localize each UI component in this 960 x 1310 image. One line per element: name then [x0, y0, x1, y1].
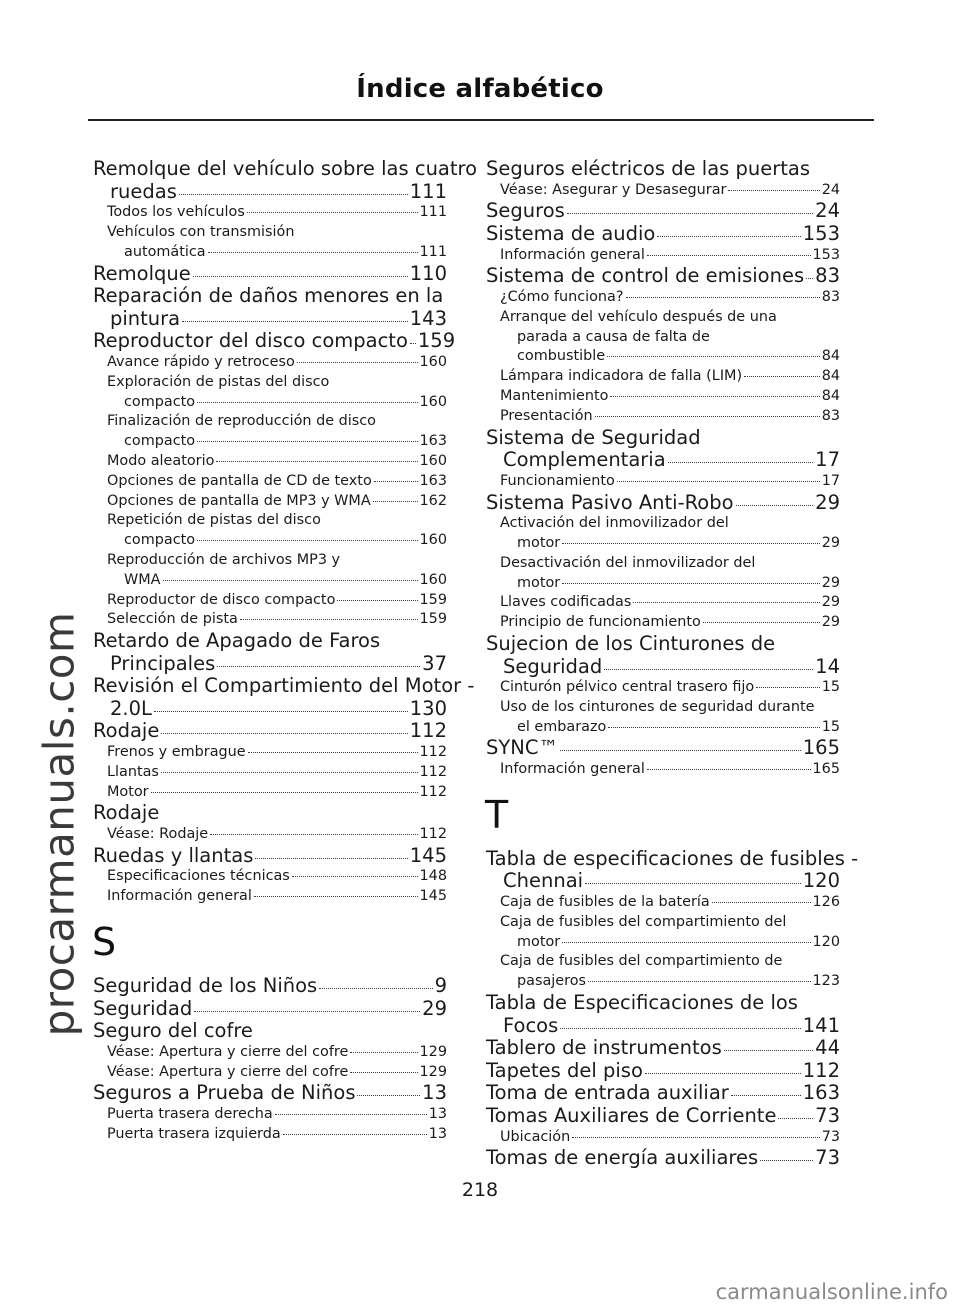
entry-text: combustible [517, 348, 606, 365]
entry-text: Focos [503, 1013, 559, 1037]
entry-text: Caja de fusibles del compartimiento del [500, 913, 787, 930]
entry-text: Ubicación [500, 1128, 571, 1145]
index-subentry [93, 610, 447, 630]
page-reference: 162 [419, 492, 447, 509]
page-reference: 111 [409, 179, 447, 203]
entry-text: Especificaciones técnicas [107, 868, 290, 885]
entry-text: Puerta trasera izquierda [107, 1125, 281, 1142]
page-reference: 163 [802, 1081, 840, 1105]
dot-leader [712, 902, 811, 903]
entry-text: motor [517, 574, 561, 591]
dot-leader [275, 1114, 427, 1115]
dot-leader [319, 988, 432, 989]
entry-text: Llantas [107, 763, 159, 780]
entry-text: Caja de fusibles de la batería [500, 894, 710, 911]
entry-text: Activación del inmovilizador del [500, 515, 729, 532]
page-reference: 13 [422, 1081, 447, 1105]
index-entry [486, 200, 840, 223]
page-reference: 145 [409, 843, 447, 867]
entry-text: Motor [107, 783, 149, 800]
entry-text: Seguro del cofre [93, 1019, 253, 1043]
index-entry [93, 802, 447, 825]
entry-text: motor [517, 534, 561, 551]
index-entry [93, 263, 447, 286]
page-reference: 24 [815, 199, 840, 223]
entry-text: Todos los vehículos [107, 204, 245, 221]
index-subentry [93, 551, 447, 591]
page-reference: 160 [419, 571, 447, 588]
entry-text: Reproductor del disco compacto [93, 329, 408, 353]
dot-leader [562, 583, 820, 584]
entry-text: Principales [110, 651, 216, 675]
index-entry [486, 1147, 840, 1170]
dot-leader [197, 402, 417, 403]
dot-leader [703, 622, 820, 623]
dot-leader [806, 278, 813, 279]
dot-leader [626, 297, 820, 298]
entry-text: ruedas [110, 179, 177, 203]
entry-text: Frenos y embrague [107, 744, 246, 761]
dot-leader [337, 600, 417, 601]
index-entry [93, 975, 447, 998]
dot-leader [410, 343, 416, 344]
entry-text: Rodaje [93, 719, 160, 743]
index-subentry [486, 613, 840, 633]
bottom-watermark: carmanualsonline.info [715, 1280, 948, 1304]
entry-text: compacto [124, 433, 196, 450]
page-reference: 163 [419, 472, 447, 489]
page-reference: 126 [812, 894, 840, 911]
entry-text: el embarazo [517, 718, 607, 735]
index-subentry [486, 472, 840, 492]
dot-leader [572, 1137, 819, 1138]
page-reference: 73 [815, 1104, 840, 1128]
entry-text: Selección de pista [107, 611, 238, 628]
index-subentry [486, 554, 840, 594]
page-reference: 112 [419, 744, 447, 761]
index-entry [486, 427, 840, 472]
entry-text: Tabla de Especificaciones de los [486, 991, 798, 1015]
index-entry [93, 285, 447, 330]
dot-leader [357, 1095, 420, 1096]
page-reference: 129 [419, 1063, 447, 1080]
page-title: Índice alfabético [356, 74, 604, 104]
page-reference: 24 [821, 181, 840, 198]
dot-leader [374, 481, 418, 482]
dot-leader [161, 733, 407, 734]
index-entry [93, 674, 475, 720]
index-subentry [486, 387, 840, 407]
page-reference: 123 [812, 973, 840, 990]
page-reference: 111 [419, 204, 447, 221]
entry-text: Sistema de audio [486, 221, 656, 245]
page-reference: 130 [409, 696, 447, 720]
dot-leader [350, 1072, 417, 1073]
index-column-right [485, 157, 859, 1170]
entry-text: Caja de fusibles del compartimiento de [500, 953, 783, 970]
dot-leader [731, 1095, 801, 1096]
dot-leader [210, 834, 417, 835]
entry-text: parada a causa de falta de [517, 328, 710, 345]
entry-text: Véase: Rodaje [107, 826, 209, 843]
dot-leader [567, 213, 813, 214]
entry-text: Reparación de daños menores en la [93, 284, 444, 308]
dot-leader [560, 750, 801, 751]
dot-leader [604, 669, 813, 670]
index-entry [486, 1060, 840, 1083]
entry-text: Véase: Asegurar y Desasegurar [500, 181, 727, 198]
entry-text: ¿Cómo funciona? [500, 288, 624, 305]
index-subentry [486, 952, 840, 992]
dot-leader [248, 752, 418, 753]
entry-text: Tabla de especificaciones de fusibles - [486, 846, 859, 870]
page-reference: 159 [417, 329, 456, 353]
entry-text: Véase: Apertura y cierre del cofre [107, 1063, 349, 1080]
index-subentry [93, 591, 447, 611]
entry-text: 2.0L [110, 696, 152, 720]
index-subentry [93, 743, 447, 763]
index-subentry [93, 373, 447, 413]
entry-text: Desactivación del inmovilizador del [500, 554, 756, 571]
entry-text: pintura [110, 306, 181, 330]
dot-leader [197, 540, 417, 541]
index-subentry [93, 867, 447, 887]
page-reference: 145 [419, 888, 447, 905]
page-reference: 112 [419, 783, 447, 800]
dot-leader [217, 666, 420, 667]
index-subentry [93, 783, 447, 803]
dot-leader [154, 711, 408, 712]
page-reference: 159 [419, 611, 447, 628]
page-reference: 44 [815, 1036, 840, 1060]
page-reference: 73 [821, 1128, 840, 1145]
index-entry [486, 265, 840, 288]
index-entry [486, 992, 840, 1037]
index-subentry [486, 698, 840, 738]
dot-leader [194, 1011, 420, 1012]
page-reference: 83 [821, 288, 840, 305]
page-reference: 83 [821, 407, 840, 424]
page-reference: 14 [815, 654, 840, 678]
index-subentry [93, 825, 447, 845]
dot-leader [778, 1118, 813, 1119]
index-subentry [93, 1105, 447, 1125]
entry-text: Sistema Pasivo Anti-Robo [486, 490, 734, 514]
index-subentry [93, 887, 447, 907]
dot-leader [292, 876, 418, 877]
entry-text: SYNC™ [486, 736, 558, 760]
entry-text: Seguridad de los Niños [93, 974, 318, 998]
index-entry [486, 492, 840, 515]
index-subentry [93, 1125, 447, 1145]
dot-leader [610, 396, 819, 397]
index-subentry [486, 308, 840, 367]
page-reference: 112 [419, 763, 447, 780]
page-reference: 160 [419, 393, 447, 410]
dot-leader [607, 356, 820, 357]
entry-text: automática [124, 243, 206, 260]
dot-leader [254, 896, 418, 897]
page-reference: 13 [428, 1106, 447, 1123]
dot-leader [668, 462, 814, 463]
page-reference: 165 [802, 736, 840, 760]
dot-leader [240, 619, 418, 620]
header-rule [88, 119, 874, 121]
dot-leader [182, 321, 408, 322]
page-reference: 15 [821, 679, 840, 696]
entry-text: Opciones de pantalla de MP3 y WMA [107, 492, 371, 509]
entry-text: Ruedas y llantas [93, 843, 254, 867]
index-subentry [486, 1128, 840, 1148]
dot-leader [617, 481, 820, 482]
page-reference: 29 [821, 614, 840, 631]
dot-leader [216, 461, 417, 462]
entry-text: Uso de los cinturones de seguridad durante [500, 698, 815, 715]
page-reference: 84 [821, 387, 840, 404]
entry-text: Remolque [93, 261, 191, 285]
index-subentry [93, 1043, 447, 1063]
entry-text: pasajeros [517, 973, 587, 990]
page-reference: 153 [812, 246, 840, 263]
section-letter: S [92, 920, 117, 965]
section-letter: T [485, 792, 509, 837]
entry-text: Exploración de pistas del disco [107, 373, 330, 390]
entry-text: Seguridad [503, 654, 603, 678]
dot-leader [197, 441, 417, 442]
page-reference: 84 [821, 348, 840, 365]
entry-text: Avance rápido y retroceso [107, 353, 295, 370]
index-entry [93, 329, 456, 353]
page-reference: 84 [821, 368, 840, 385]
page-reference: 15 [821, 718, 840, 735]
page-reference: 112 [409, 719, 447, 743]
entry-text: Funcionamiento [500, 472, 615, 489]
entry-text: Puerta trasera derecha [107, 1106, 273, 1123]
dot-leader [562, 942, 810, 943]
entry-text: Seguros [486, 199, 565, 223]
dot-leader [283, 1134, 427, 1135]
entry-text: Retardo de Apagado de Faros [93, 629, 381, 653]
page-reference: 165 [812, 761, 840, 778]
index-subentry [93, 223, 447, 263]
dot-leader [588, 981, 811, 982]
entry-text: Sistema de Seguridad [486, 425, 701, 449]
dot-leader [647, 255, 811, 256]
entry-text: Chennai [503, 869, 584, 893]
entry-text: Llaves codificadas [500, 594, 632, 611]
page-reference: 110 [409, 261, 447, 285]
dot-leader [736, 505, 814, 506]
page-reference: 13 [428, 1125, 447, 1142]
page-reference: 141 [802, 1013, 840, 1037]
page-reference: 83 [815, 264, 840, 288]
index-subentry [93, 472, 447, 492]
page-reference: 159 [419, 591, 447, 608]
page-reference: 29 [422, 996, 447, 1020]
dot-leader [247, 212, 418, 213]
entry-text: Tomas de energía auxiliares [486, 1146, 759, 1170]
dot-leader [724, 1050, 813, 1051]
page-reference: 29 [821, 574, 840, 591]
entry-text: compacto [124, 393, 196, 410]
page-reference: 112 [802, 1058, 840, 1082]
page-reference: 160 [419, 353, 447, 370]
page-reference: 153 [802, 221, 840, 245]
entry-text: Seguros a Prueba de Niños [93, 1081, 356, 1105]
dot-leader [595, 416, 820, 417]
entry-text: Tomas Auxiliares de Corriente [486, 1104, 777, 1128]
index-subentry [486, 678, 840, 698]
dot-leader [744, 376, 820, 377]
index-entry [93, 1020, 447, 1043]
entry-text: Remolque del vehículo sobre las cuatro [93, 157, 478, 180]
dot-leader [350, 1052, 417, 1053]
dot-leader [728, 190, 819, 191]
page-reference: 120 [812, 933, 840, 950]
index-entry [486, 1037, 840, 1060]
page-reference: 160 [419, 452, 447, 469]
page-reference: 73 [815, 1146, 840, 1170]
index-subentry [486, 288, 840, 308]
index-subentry [93, 353, 447, 373]
index-entry [486, 158, 840, 181]
entry-text: Véase: Apertura y cierre del cofre [107, 1043, 349, 1060]
index-entry [486, 1082, 840, 1105]
index-subentry [486, 760, 840, 780]
index-subentry [93, 1063, 447, 1083]
entry-text: Sujecion de los Cinturones de [486, 631, 776, 655]
dot-leader [297, 362, 418, 363]
page-reference: 111 [419, 243, 447, 260]
entry-text: WMA [124, 571, 161, 588]
page-reference: 129 [419, 1043, 447, 1060]
dot-leader [585, 883, 801, 884]
page-number: 218 [461, 1179, 499, 1201]
index-entry [93, 630, 447, 675]
entry-text: Cinturón pélvico central trasero fijo [500, 679, 755, 696]
page-reference: 160 [419, 532, 447, 549]
index-entry [486, 633, 840, 678]
index-entry [486, 846, 859, 893]
page-reference: 143 [409, 306, 447, 330]
dot-leader [208, 252, 418, 253]
entry-text: Información general [500, 761, 645, 778]
entry-text: Repetición de pistas del disco [107, 512, 321, 529]
entry-text: motor [517, 933, 561, 950]
index-subentry [486, 893, 840, 913]
dot-leader [373, 501, 418, 502]
dot-leader [161, 772, 418, 773]
index-subentry [486, 593, 840, 613]
index-entry [486, 223, 840, 246]
entry-text: Reproducción de archivos MP3 y [107, 551, 341, 568]
index-entry [93, 1082, 447, 1105]
page-reference: 148 [419, 868, 447, 885]
entry-text: Información general [107, 888, 252, 905]
entry-text: Arranque del vehículo después de una [500, 308, 777, 325]
page-reference: 112 [419, 826, 447, 843]
entry-text: Presentación [500, 407, 593, 424]
entry-text: Revisión el Compartimiento del Motor - [93, 674, 475, 698]
entry-text: Información general [500, 246, 645, 263]
index-subentry [486, 246, 840, 266]
entry-text: Lámpara indicadora de falla (LIM) [500, 368, 743, 385]
dot-leader [179, 194, 408, 195]
dot-leader [647, 769, 811, 770]
entry-text: Tablero de instrumentos [486, 1036, 722, 1060]
page-reference: 37 [422, 651, 447, 675]
entry-text: Principio de funcionamiento [500, 614, 701, 631]
dot-leader [163, 580, 418, 581]
entry-text: Modo aleatorio [107, 452, 215, 469]
dot-leader [608, 727, 819, 728]
side-watermark-text: procarmanuals.com [34, 611, 84, 1037]
entry-text: Toma de entrada auxiliar [486, 1081, 729, 1105]
dot-leader [645, 1073, 801, 1074]
page-reference: 120 [802, 869, 840, 893]
index-entry [486, 737, 840, 760]
dot-leader [657, 236, 800, 237]
index-subentry [486, 913, 840, 953]
index-entry [93, 157, 478, 203]
entry-text: Reproductor de disco compacto [107, 591, 336, 608]
entry-text: Seguros eléctricos de las puertas [486, 157, 811, 180]
page-reference: 29 [815, 490, 840, 514]
index-subentry [93, 492, 447, 512]
dot-leader [255, 858, 407, 859]
entry-text: Tapetes del piso [486, 1058, 643, 1082]
index-subentry [93, 511, 447, 551]
entry-text: Vehículos con transmisión [107, 223, 295, 240]
index-subentry [486, 514, 840, 554]
dot-leader [562, 543, 820, 544]
page-reference: 17 [821, 472, 840, 489]
entry-text: Seguridad [93, 996, 193, 1020]
dot-leader [193, 276, 408, 277]
dot-leader [756, 687, 819, 688]
entry-text: Mantenimiento [500, 387, 609, 404]
dot-leader [151, 792, 418, 793]
index-subentry [486, 181, 840, 201]
index-column-left [92, 157, 478, 1145]
index-entry [486, 1105, 840, 1128]
dot-leader [560, 1028, 801, 1029]
entry-text: Finalización de reproducción de disco [107, 413, 376, 430]
index-subentry [93, 763, 447, 783]
index-subentry [486, 407, 840, 427]
entry-text: Sistema de control de emisiones [486, 264, 805, 288]
page-reference: 29 [821, 534, 840, 551]
entry-text: compacto [124, 532, 196, 549]
index-entry [93, 720, 447, 743]
page-reference: 29 [821, 594, 840, 611]
index-subentry [486, 367, 840, 387]
index-subentry [93, 412, 447, 452]
entry-text: Complementaria [503, 448, 666, 472]
dot-leader [760, 1160, 813, 1161]
index-subentry [93, 452, 447, 472]
index-entry [93, 845, 447, 868]
index-subentry [93, 203, 447, 223]
page-reference: 17 [815, 448, 840, 472]
page-reference: 9 [434, 974, 447, 998]
index-entry [93, 998, 447, 1021]
entry-text: Opciones de pantalla de CD de texto [107, 472, 372, 489]
dot-leader [633, 602, 819, 603]
page-reference: 163 [419, 433, 447, 450]
entry-text: Rodaje [93, 801, 160, 825]
